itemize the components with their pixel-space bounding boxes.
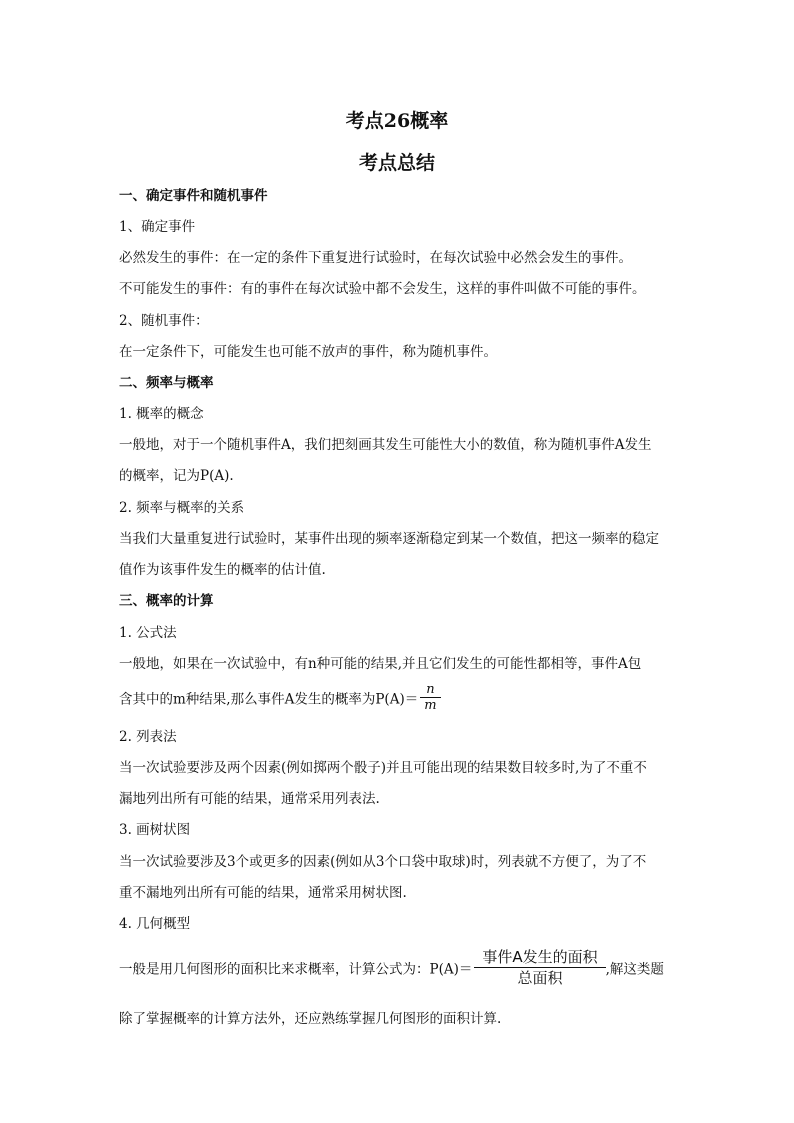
subheading: 1. 公式法: [119, 625, 177, 641]
section-heading-2: 二、频率与概率: [119, 375, 214, 391]
paragraph-line: 除了掌握概率的计算方法外，还应熟练掌握几何图形的面积计算.: [119, 1011, 502, 1027]
paragraph-line: 漏地列出所有可能的结果，通常采用列表法.: [119, 791, 380, 807]
subheading: 2. 频率与概率的关系: [119, 500, 245, 516]
fraction-numerator: n: [426, 682, 435, 697]
paragraph-line: 当一次试验要涉及3个或更多的因素(例如从3个口袋中取球)时，列表就不方便了，为了不: [119, 854, 647, 870]
paragraph-line: 当我们大量重复进行试验时，某事件出现的频率逐渐稳定到某一个数值，把这一频率的稳定: [119, 531, 659, 547]
paragraph-line: 值作为该事件发生的概率的估计值.: [119, 562, 326, 578]
paragraph-line: 不可能发生的事件：有的事件在每次试验中都不会发生，这样的事件叫做不可能的事件。: [119, 281, 646, 297]
document-subtitle: 考点总结: [358, 152, 435, 174]
subheading: 1. 概率的概念: [119, 406, 204, 422]
fraction-denominator: 总面积: [517, 969, 563, 987]
subheading: 2、随机事件：: [119, 313, 209, 329]
subheading: 2. 列表法: [119, 729, 177, 745]
section-heading-3: 三、概率的计算: [119, 593, 214, 609]
fraction-numerator: 事件A发生的面积: [482, 948, 598, 966]
paragraph-line: 重不漏地列出所有可能的结果，通常采用树状图.: [119, 885, 407, 901]
formula-prefix: 含其中的m种结果,那么事件A发生的概率为P(A)＝: [119, 691, 419, 708]
formula-suffix: ,解这类题: [605, 961, 664, 978]
subheading: 1、确定事件: [119, 219, 196, 235]
paragraph-line: 必然发生的事件：在一定的条件下重复进行试验时，在每次试验中必然会发生的事件。: [119, 250, 632, 266]
paragraph-line: 当一次试验要涉及两个因素(例如掷两个骰子)并且可能出现的结果数目较多时,为了不重不: [119, 760, 647, 776]
section-heading-1: 一、确定事件和随机事件: [119, 188, 268, 204]
subheading: 3. 画树状图: [119, 822, 191, 838]
formula-prefix: 一般是用几何图形的面积比来求概率，计算公式为：P(A)＝: [119, 961, 473, 978]
paragraph-line: 一般地，对于一个随机事件A，我们把刻画其发生可能性大小的数值，称为随机事件A发生: [119, 437, 652, 453]
paragraph-line: 一般地，如果在一次试验中，有n种可能的结果,并且它们发生的可能性都相等，事件A包: [119, 656, 642, 672]
fraction-area-ratio: [474, 947, 605, 988]
paragraph-line: 的概率，记为P(A).: [119, 468, 234, 484]
formula-line-2: [119, 947, 679, 988]
fraction-denominator: m: [424, 698, 437, 713]
subheading: 4. 几何概型: [119, 916, 191, 932]
fraction-n-over-m: [420, 682, 440, 713]
document-title: 考点26概率: [345, 110, 449, 132]
paragraph-line: 在一定条件下，可能发生也可能不放声的事件，称为随机事件。: [119, 344, 497, 360]
formula-line-1: [119, 682, 679, 713]
